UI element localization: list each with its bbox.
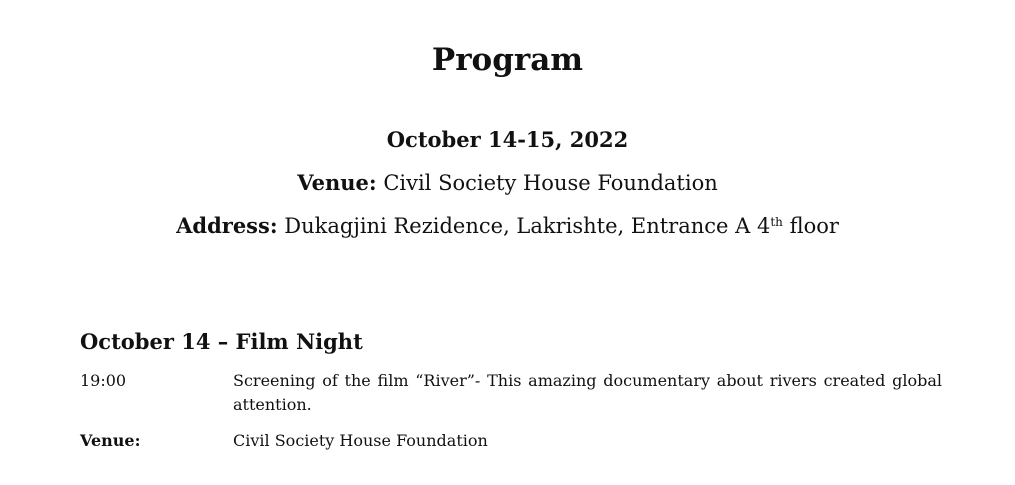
section-heading: October 14 – Film Night bbox=[80, 329, 363, 354]
schedule-venue-label: Venue: bbox=[80, 431, 141, 450]
address-value: Dukagjini Rezidence, Lakrishte, Entrance A 4 bbox=[284, 214, 771, 238]
address-label: Address: bbox=[176, 213, 278, 238]
schedule-venue-value: Civil Society House Foundation bbox=[233, 431, 488, 450]
venue-value: Civil Society House Foundation bbox=[383, 171, 718, 195]
program-title: Program bbox=[431, 42, 584, 78]
venue-line bbox=[0, 168, 1015, 198]
address-line bbox=[0, 211, 1015, 241]
event-dates: October 14-15, 2022 bbox=[386, 127, 629, 152]
schedule-time-label: 19:00 bbox=[80, 371, 127, 390]
venue-label: Venue: bbox=[297, 170, 377, 195]
address-floor-superscript: th bbox=[770, 215, 783, 229]
address-value-suffix: floor bbox=[782, 214, 839, 238]
schedule-time-description: Screening of the film “River”- This amazing documentary about rivers created global attention. bbox=[233, 371, 942, 414]
